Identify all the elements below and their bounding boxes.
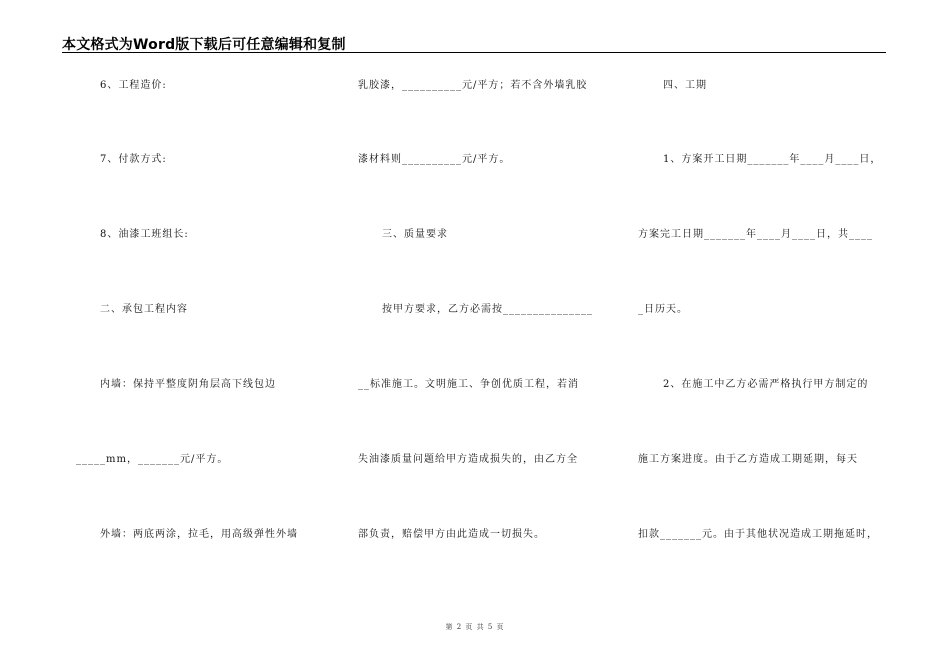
section-heading: 三、质量要求 [382, 229, 448, 240]
text-line: 施工方案进度。由于乙方造成工期延期，每天 [638, 454, 858, 465]
text-line: __标准施工。文明施工、争创优质工程，若消 [358, 379, 579, 390]
section-heading: 二、承包工程内容 [100, 304, 188, 315]
document-header-title: 本文格式为Word版下载后可任意编辑和复制 [62, 37, 346, 53]
text-line: _日历天。 [638, 304, 688, 315]
text-line: 方案完工日期_______年____月____日，共____ [638, 229, 873, 240]
text-line: 乳胶漆，__________元/平方；若不含外墙乳胶 [358, 80, 588, 91]
text-line: 6、工程造价: [100, 80, 167, 91]
text-line: 1、方案开工日期_______年____月____日， [663, 154, 882, 165]
text-line: 内墙：保持平整度阴角层高下线包边 [100, 379, 276, 390]
section-heading: 四、工期 [663, 80, 707, 91]
text-line: _____mm，_______元/平方。 [76, 454, 229, 465]
text-line: 2、在施工中乙方必需严格执行甲方制定的 [663, 379, 869, 390]
page-number-footer: 第 2 页 共 5 页 [445, 623, 505, 631]
text-line: 扣款_______元。由于其他状况造成工期拖延时， [638, 529, 878, 540]
text-line: 按甲方要求，乙方必需按_______________ [382, 304, 593, 315]
text-line: 外墙：两底两涂，拉毛，用高级弹性外墙 [100, 529, 298, 540]
text-line: 部负责，赔偿甲方由此造成一切损失。 [358, 529, 545, 540]
header-divider [62, 52, 886, 53]
text-line: 漆材料则__________元/平方。 [358, 154, 511, 165]
text-line: 失油漆质量问题给甲方造成损失的，由乙方全 [358, 454, 578, 465]
text-line: 8、油漆工班组长: [100, 229, 189, 240]
text-line: 7、付款方式: [100, 154, 167, 165]
